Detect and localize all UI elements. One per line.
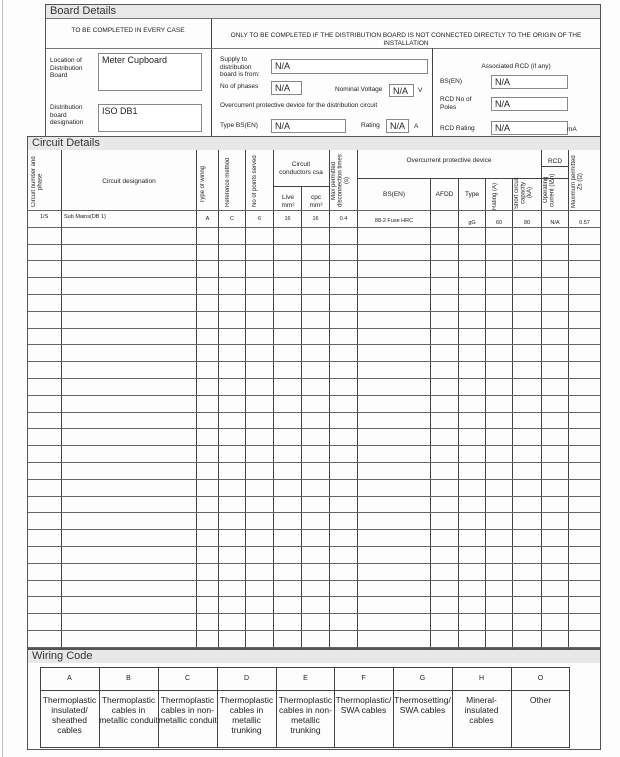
cell-operating[interactable]: N/A [550,220,560,226]
row-rule [28,445,600,446]
col-line-1 [61,150,62,649]
phases-field[interactable]: N/A [271,81,302,95]
wiring-code-description: Thermoplastic/ SWA cables [335,695,392,715]
cell-max-disc[interactable]: 0.4 [339,216,348,222]
cell-circuit[interactable]: 1/S [40,214,49,220]
rcd-bs-label: BS(EN) [440,78,463,85]
cell-live[interactable]: 16 [284,216,291,222]
hdr-bs-en: BS(EN) [382,191,406,198]
row-rule [28,479,600,480]
nominal-voltage-unit: V [418,87,423,94]
board-details-title: Board Details [46,5,600,18]
row-rule [28,412,600,413]
row-rule [28,344,600,345]
designation-label: Distribution board designation [50,104,84,126]
wiring-code-letter: G [419,675,426,682]
row-rule [28,563,600,564]
row-rule [28,613,600,614]
hdr-type: Type [464,191,480,198]
rcd-rating-field[interactable]: N/A [491,121,568,135]
cell-ref-method[interactable]: C [230,216,234,222]
cell-max-zs[interactable]: 0.57 [579,220,590,226]
rcd-header: Associated RCD (if any) [481,63,551,70]
hdr-conductors-csa: Circuit conductors csa [279,161,323,176]
hdr-designation: Circuit designation [102,178,156,185]
rcd-poles-field[interactable]: N/A [491,97,568,111]
row-rule [28,311,600,312]
row-rule [28,294,600,295]
hdr-rcd: RCD [547,158,563,165]
rcd-poles-label: RCD No of Poles [440,96,472,111]
wiring-code-description: Thermoplastic cables in non-metallic trunking [278,695,333,735]
hdr-live: Live mm² [281,194,295,209]
board-divider-1 [211,19,212,145]
wiring-code-description: Other [529,695,552,705]
col-line-12 [512,178,513,649]
circuit-details-frame [27,136,601,649]
hdr-circuit-number: Circuit number and phase [31,156,44,208]
wiring-code-letter: C [184,675,191,682]
cell-short-circuit[interactable]: 80 [523,220,531,226]
col-line-2 [196,150,197,649]
type-bs-field[interactable]: N/A [271,119,346,133]
row-rule [28,277,600,278]
row-rule [28,227,600,228]
not-connected-header: ONLY TO BE COMPLETED IF THE DISTRIBUTION BOARD IS NOT CONNECTED DIRECTLY TO THE ORIGIN OF THE INSTALLATION [230,32,582,47]
hdr-max-disconnection: Max permitted disconnection times (s) [331,154,350,208]
circuit-details-title: Circuit Details [28,137,600,150]
rcd-bs-field[interactable]: N/A [491,75,568,89]
wiring-code-description: Mineral-insulated cables [464,695,499,725]
row-rule [28,378,600,379]
col-line-9 [430,178,431,649]
cell-cpc[interactable]: 16 [312,216,319,222]
wiring-code-letter: E [303,675,308,682]
row-rule [28,361,600,362]
type-bs-label: Type BS(EN) [220,122,258,129]
nominal-voltage-field[interactable]: N/A [389,84,414,97]
col-line-3 [218,150,219,649]
hdr-max-zs: Maximum permitted Zs (Ω) [571,155,584,209]
col-line-7 [329,150,330,649]
hdr-rating: Rating (A) [492,182,498,210]
designation-field[interactable]: ISO DB1 [98,104,202,132]
row-rule [28,210,600,211]
col-line-4 [245,150,246,649]
wiring-code-description: Thermoplastic insulated/ sheathed cables [42,695,97,735]
phases-label: No of phases [220,83,259,90]
hdr-ocpd: Overcurrent protective device [406,157,492,164]
hdr-afdd: AFDD [435,191,454,198]
wiring-code-letter: A [67,675,72,682]
wiring-code-letter: F [361,675,366,682]
header-rule-csa [273,186,329,187]
ocpd-label: Overcurrent protective device for the distribution circuit [220,102,378,109]
row-rule [28,596,600,597]
row-rule [28,580,600,581]
col-line-5 [273,150,274,649]
row-rule [28,512,600,513]
supply-label: Supply to distribution board is from: [220,56,260,78]
row-rule [28,630,600,631]
board-title-rule [46,18,600,19]
hdr-operating-current: Operating current (IΔn) [543,173,556,207]
row-rule [28,428,600,429]
nominal-voltage-label: Nominal Voltage [335,86,383,93]
wiring-code-description: Thermoplastic cables in metallic trunking [219,695,274,735]
hdr-reference-method: Reference method [225,157,231,207]
wiring-code-letter: H [478,675,485,682]
wiring-code-rule [40,690,570,691]
row-rule [28,244,600,245]
board-divider-2 [432,48,433,145]
wiring-code-description: Thermoplastic cables in non-metallic conduit [158,695,217,725]
cell-points[interactable]: 6 [257,216,262,222]
wiring-code-description: Thermosetting/ SWA cables [394,695,451,715]
rcd-rating-unit: mA [567,126,577,133]
row-rule [28,328,600,329]
row-rule [28,647,600,648]
wiring-code-title: Wiring Code [28,650,600,663]
hdr-points-served: No of points served [252,155,258,207]
location-field[interactable]: Meter Cupboard [98,53,202,91]
cell-type[interactable]: gG [468,220,476,226]
hdr-wiring-type: Type of wiring [200,165,206,203]
header-rule-rcd [541,166,568,167]
wiring-code-letter: D [243,675,250,682]
rcd-rating-label: RCD Rating [440,125,475,132]
wiring-code-letter: O [537,675,544,682]
every-case-header: TO BE COMPLETED IN EVERY CASE [71,27,185,34]
board-header-rule [46,48,600,49]
rating-field[interactable]: N/A [386,119,409,133]
row-rule [28,395,600,396]
row-rule [28,546,600,547]
col-line-10 [458,178,459,649]
row-rule [28,260,600,261]
rating-unit: A [414,123,419,130]
wiring-code-description: Thermoplastic cables in metallic conduit [99,695,158,725]
rating-label: Rating [361,122,380,129]
row-rule [28,496,600,497]
cell-designation[interactable]: Sub Mains(DB 1) [64,214,106,220]
location-label: Location of Distribution Board [50,57,83,79]
cell-bs-en[interactable]: 88-2 Fuse HRC [374,218,414,224]
hdr-short-circuit: Short circuit capacity (kA) [514,177,533,209]
cell-wiring[interactable]: A [205,216,210,222]
cell-rating[interactable]: 60 [495,220,503,226]
supply-field[interactable]: N/A [271,59,428,74]
scan-edge [2,0,3,757]
row-rule [28,529,600,530]
wiring-code-letter: B [126,675,131,682]
hdr-cpc: cpc mm² [309,194,323,209]
col-line-11 [485,178,486,649]
row-rule [28,462,600,463]
